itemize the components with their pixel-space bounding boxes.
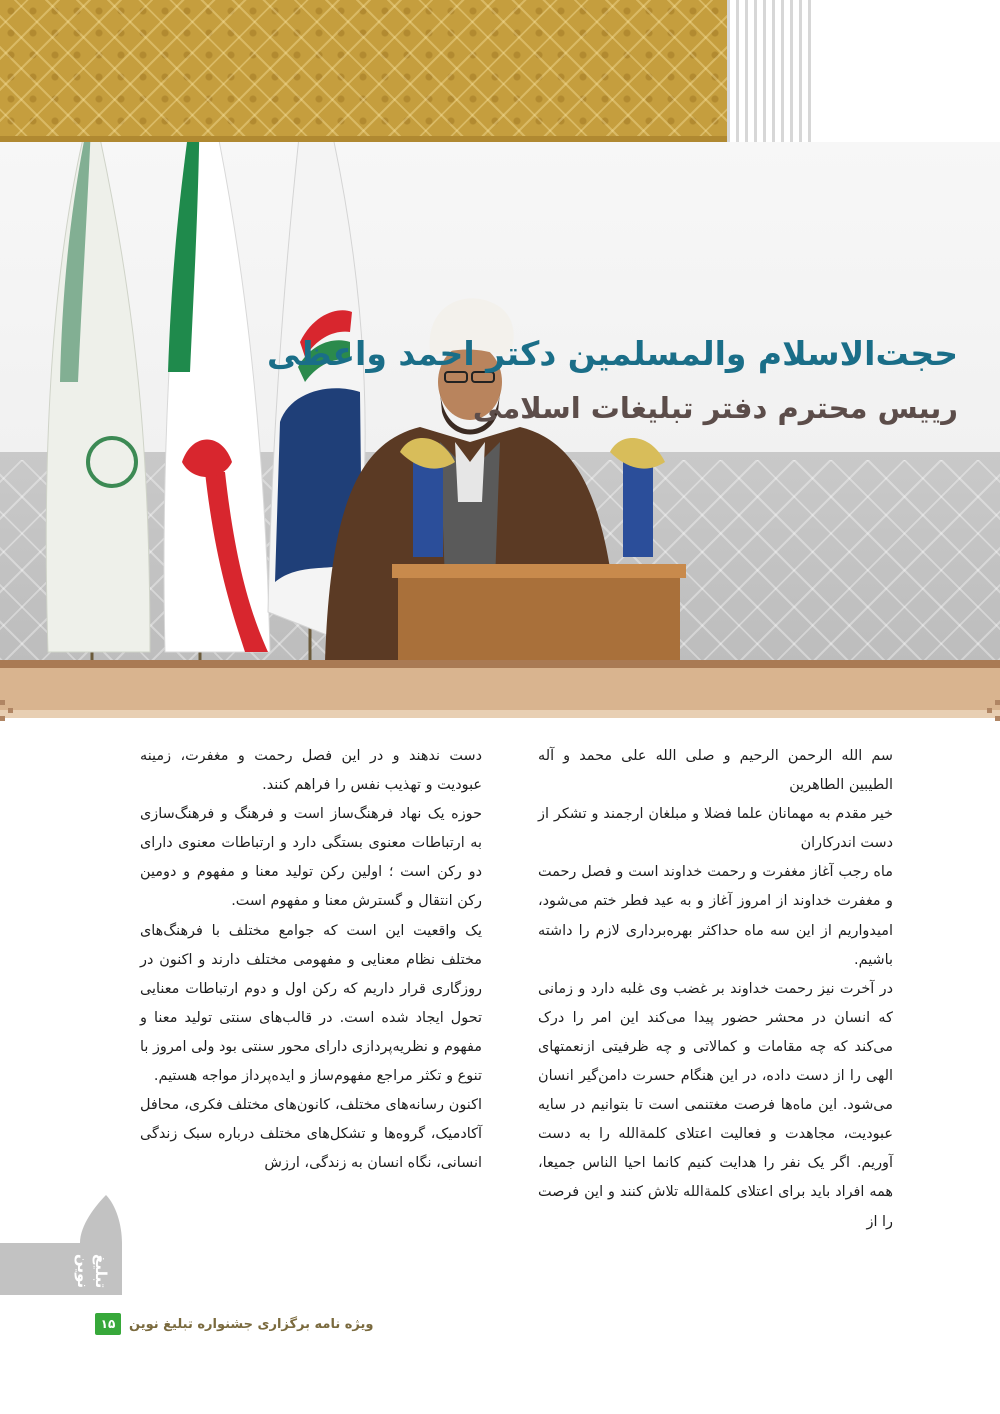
paragraph: دست ندهند و در این فصل رحمت و مغفرت، زمینه عبودیت و تهذیب نفس را فراهم کنند. (140, 748, 482, 794)
page-footer (95, 1312, 373, 1336)
paragraph: ماه رجب آغاز مغفرت و رحمت خداوند است و فصل رحمت و مغفرت خداوند از امروز آغاز و به عید فطر ختم می‌شود، امیدواریم از این سه ماه حداکثر بهره‌برداری لازم را داشته باشیم. (538, 864, 893, 968)
corner-dots-right (978, 700, 1000, 722)
gold-pattern-banner (0, 0, 727, 142)
title-block (267, 332, 958, 428)
paragraph: سم الله الرحمن الرحیم و صلی الله علی محمد و آله الطیبین الطاهرین (538, 748, 893, 794)
article-column-left (140, 742, 482, 1178)
podium (398, 572, 680, 662)
top-right-blank (817, 0, 1000, 142)
page-title: حجت‌الاسلام والمسلمین دکتر احمد واعظی (266, 334, 958, 373)
page-number: ۱۵ (95, 1313, 121, 1335)
corner-dots-left (0, 700, 22, 722)
paragraph: خیر مقدم به مهمانان علما فضلا و مبلغان ارجمند و تشکر از دست اندرکاران (538, 806, 893, 852)
paragraph: اکنون رسانه‌های مختلف، کانون‌های مختلف فکری، محافل آکادمیک، گروه‌ها و تشکل‌های مختلف درباره سبک زندگی انسانی، نگاه انسان به زندگی، ارزش (140, 1097, 482, 1172)
article-column-right (538, 742, 893, 1237)
page-subtitle: رییس محترم دفتر تبلیغات اسلامی (472, 391, 958, 425)
paragraph: حوزه یک نهاد فرهنگ‌ساز است و فرهنگ و فرهنگ‌سازی به ارتباطات معنوی بستگی دارد و ارتباطات معنوی دارای دو رکن است ؛ اولین رکن تولید معنا و مفهوم و دومین رکن انتقال و گسترش معنا و مفهوم است. (140, 806, 482, 910)
paragraph: یک واقعیت این است که جوامع مختلف با فرهنگ‌های مختلف نظام معنایی و مفهومی مختلف دارند و اکنون در روزگاری قرار داریم که رکن اول و دوم ارتباطات معنایی تحول ایجاد شده است. در قالب‌های سنتی تولید معنا و مفهوم و نظریه‌پردازی دارای محور سنتی بود ولی امروز با تنوع و تکثر مراجع مفهوم‌ساز و ایده‌پرداز مواجه هستیم. (140, 922, 482, 1085)
paragraph: در آخرت نیز رحمت خداوند بر غضب وی غلبه دارد و زمانی که انسان در محشر حضور پیدا می‌کند این امر را درک می‌کند که چه مقامات و کمالاتی و چه ظرفیتی ازنعمتهای الهی را از دست داده، در این هنگام حسرت دامن‌گیر انسان می‌شود. این ماه‌ها فرصت مغتنمی است تا بتوانیم در سایه عبودیت، مجاهدت و فعالیت اعتلای کلمةالله را به دست آوریم. اگر یک نفر را هدایت کنیم کانما احیا الناس جمیعا، همه افراد باید برای اعتلای کلمةالله تلاش کنند و این فرصت را از (538, 980, 893, 1230)
brown-divider-bar (0, 660, 1000, 718)
tabligh-novin-logo: تبلیغ نوین (74, 1253, 110, 1289)
publication-name: ویژه نامه برگزاری جشنواره تبلیغ نوین (129, 1316, 374, 1332)
striped-decoration (727, 0, 817, 142)
green-white-flag (46, 142, 150, 652)
speaker-photo (0, 142, 1000, 662)
trophy-right (610, 438, 665, 557)
